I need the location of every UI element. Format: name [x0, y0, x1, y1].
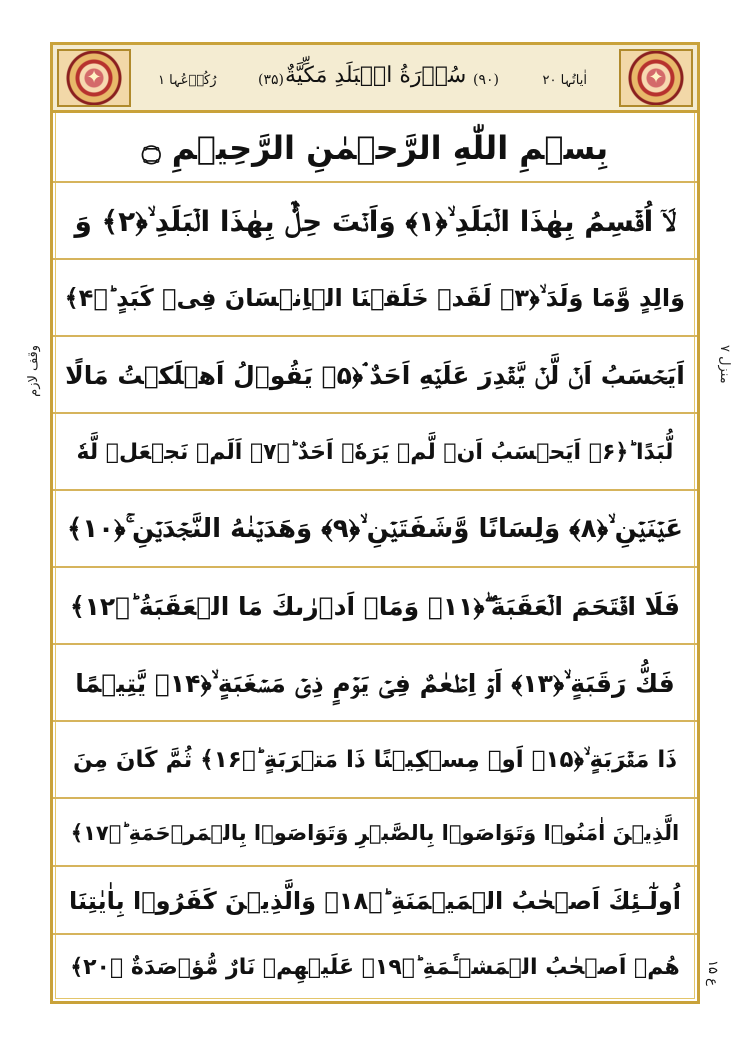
ayat-count: اٰیاتُہا ۲۰ [542, 73, 587, 88]
verse-line-1: لَاۤ اُقۡسِمُ بِهٰذَا الۡبَلَدِ ۙ﴿۱﴾ وَاَنۡتَ حِلٌّۢ بِهٰذَا الۡبَلَدِ ۙ﴿۲﴾ وَ [53, 183, 697, 260]
verse-line-9: الَّذِيۡنَ اٰمَنُوۡا وَتَوَاصَوۡا بِالصَّبۡرِ وَتَوَاصَوۡا بِالۡمَرۡحَمَةِ ؕ﴿۱۷﴾ [53, 799, 697, 867]
page-frame [50, 42, 700, 1004]
verse-line-11: هُمۡ اَصۡحٰبُ الۡمَشۡـَٔمَةِ ؕ﴿۱۹﴾ عَلَيۡهِمۡ نَارٌ مُّؤۡصَدَةٌ ﴿۲۰﴾ [70, 955, 680, 980]
verse-line-6: فَلَا اقۡتَحَمَ الۡعَقَبَةَ ۖ﴿۱۱﴾ وَمَاۤ اَدۡرٰٮكَ مَا الۡعَقَبَةُ ؕ﴿۱۲﴾ [53, 568, 697, 645]
verse-line-2: وَالِدٍ وَّمَا وَلَدَ ۙ﴿۳﴾ لَقَدۡ خَلَقۡنَا الۡاِنۡسَانَ فِىۡ كَبَدٍ ؕ﴿۴﴾ [53, 260, 697, 337]
ornament-right-icon: ✦ [619, 49, 693, 107]
ruku-count: رُکُوۡعُہا ۱ [158, 73, 217, 88]
surah-number: (۹۰) [473, 72, 499, 88]
bismillah-line: بِسۡمِ اللّٰهِ الرَّحۡمٰنِ الرَّحِيۡمِ ۝ [53, 113, 697, 183]
ornament-left-icon: ✦ [57, 49, 131, 107]
surah-title: سُوۡرَةُ الۡبَلَدِ مَكِّيَّةٌ [285, 63, 467, 88]
ruku-end-mark: ع ۱۵ [705, 960, 720, 986]
verse-line-8: ذَا مَقۡرَبَةٍ ۙ﴿۱۵﴾ اَوۡ مِسۡكِيۡنًا ذَا مَتۡرَبَةٍ ؕ﴿۱۶﴾ ثُمَّ كَانَ مِنَ [53, 722, 697, 799]
verse-line-4: لُّبَدًا ؕ﴿۶﴾ اَيَحۡسَبُ اَنۡ لَّمۡ يَرَهٗۤ اَحَدٌ ؕ﴿۷﴾ اَلَمۡ نَجۡعَلۡ لَّهٗ [53, 414, 697, 491]
manzil-note: منزل ۷ [717, 345, 732, 384]
verse-line-10: اُولٰٓـئِكَ اَصۡحٰبُ الۡمَيۡمَنَةِ ؕ﴿۱۸﴾ وَالَّذِيۡنَ كَفَرُوۡا بِاٰيٰتِنَا [53, 867, 697, 935]
revelation-order: (۳۵) [258, 72, 284, 88]
verse-line-5: عَيۡنَيۡنِ ۙ﴿۸﴾ وَلِسَانًا وَّشَفَتَيۡنِ ۙ﴿۹﴾ وَهَدَيۡنٰهُ النَّجۡدَيۡنِ ۚ﴿۱۰﴾ [53, 491, 697, 568]
verse-line-7: فَكُّ رَقَبَةٍ ۙ﴿۱۳﴾ اَوۡ اِطۡعٰمٌ فِىۡ يَوۡمٍ ذِىۡ مَسۡغَبَةٍ ۙ﴿۱۴﴾ يَّتِيۡمًا [53, 645, 697, 722]
verse-line-3: اَيَحۡسَبُ اَنۡ لَّنۡ يَّقۡدِرَ عَلَيۡهِ اَحَدٌ ۘ﴿۵﴾ يَقُوۡلُ اَهۡلَكۡتُ مَالًا [53, 337, 697, 414]
surah-header [53, 45, 697, 113]
waqf-note: وقف لازم [26, 345, 41, 397]
